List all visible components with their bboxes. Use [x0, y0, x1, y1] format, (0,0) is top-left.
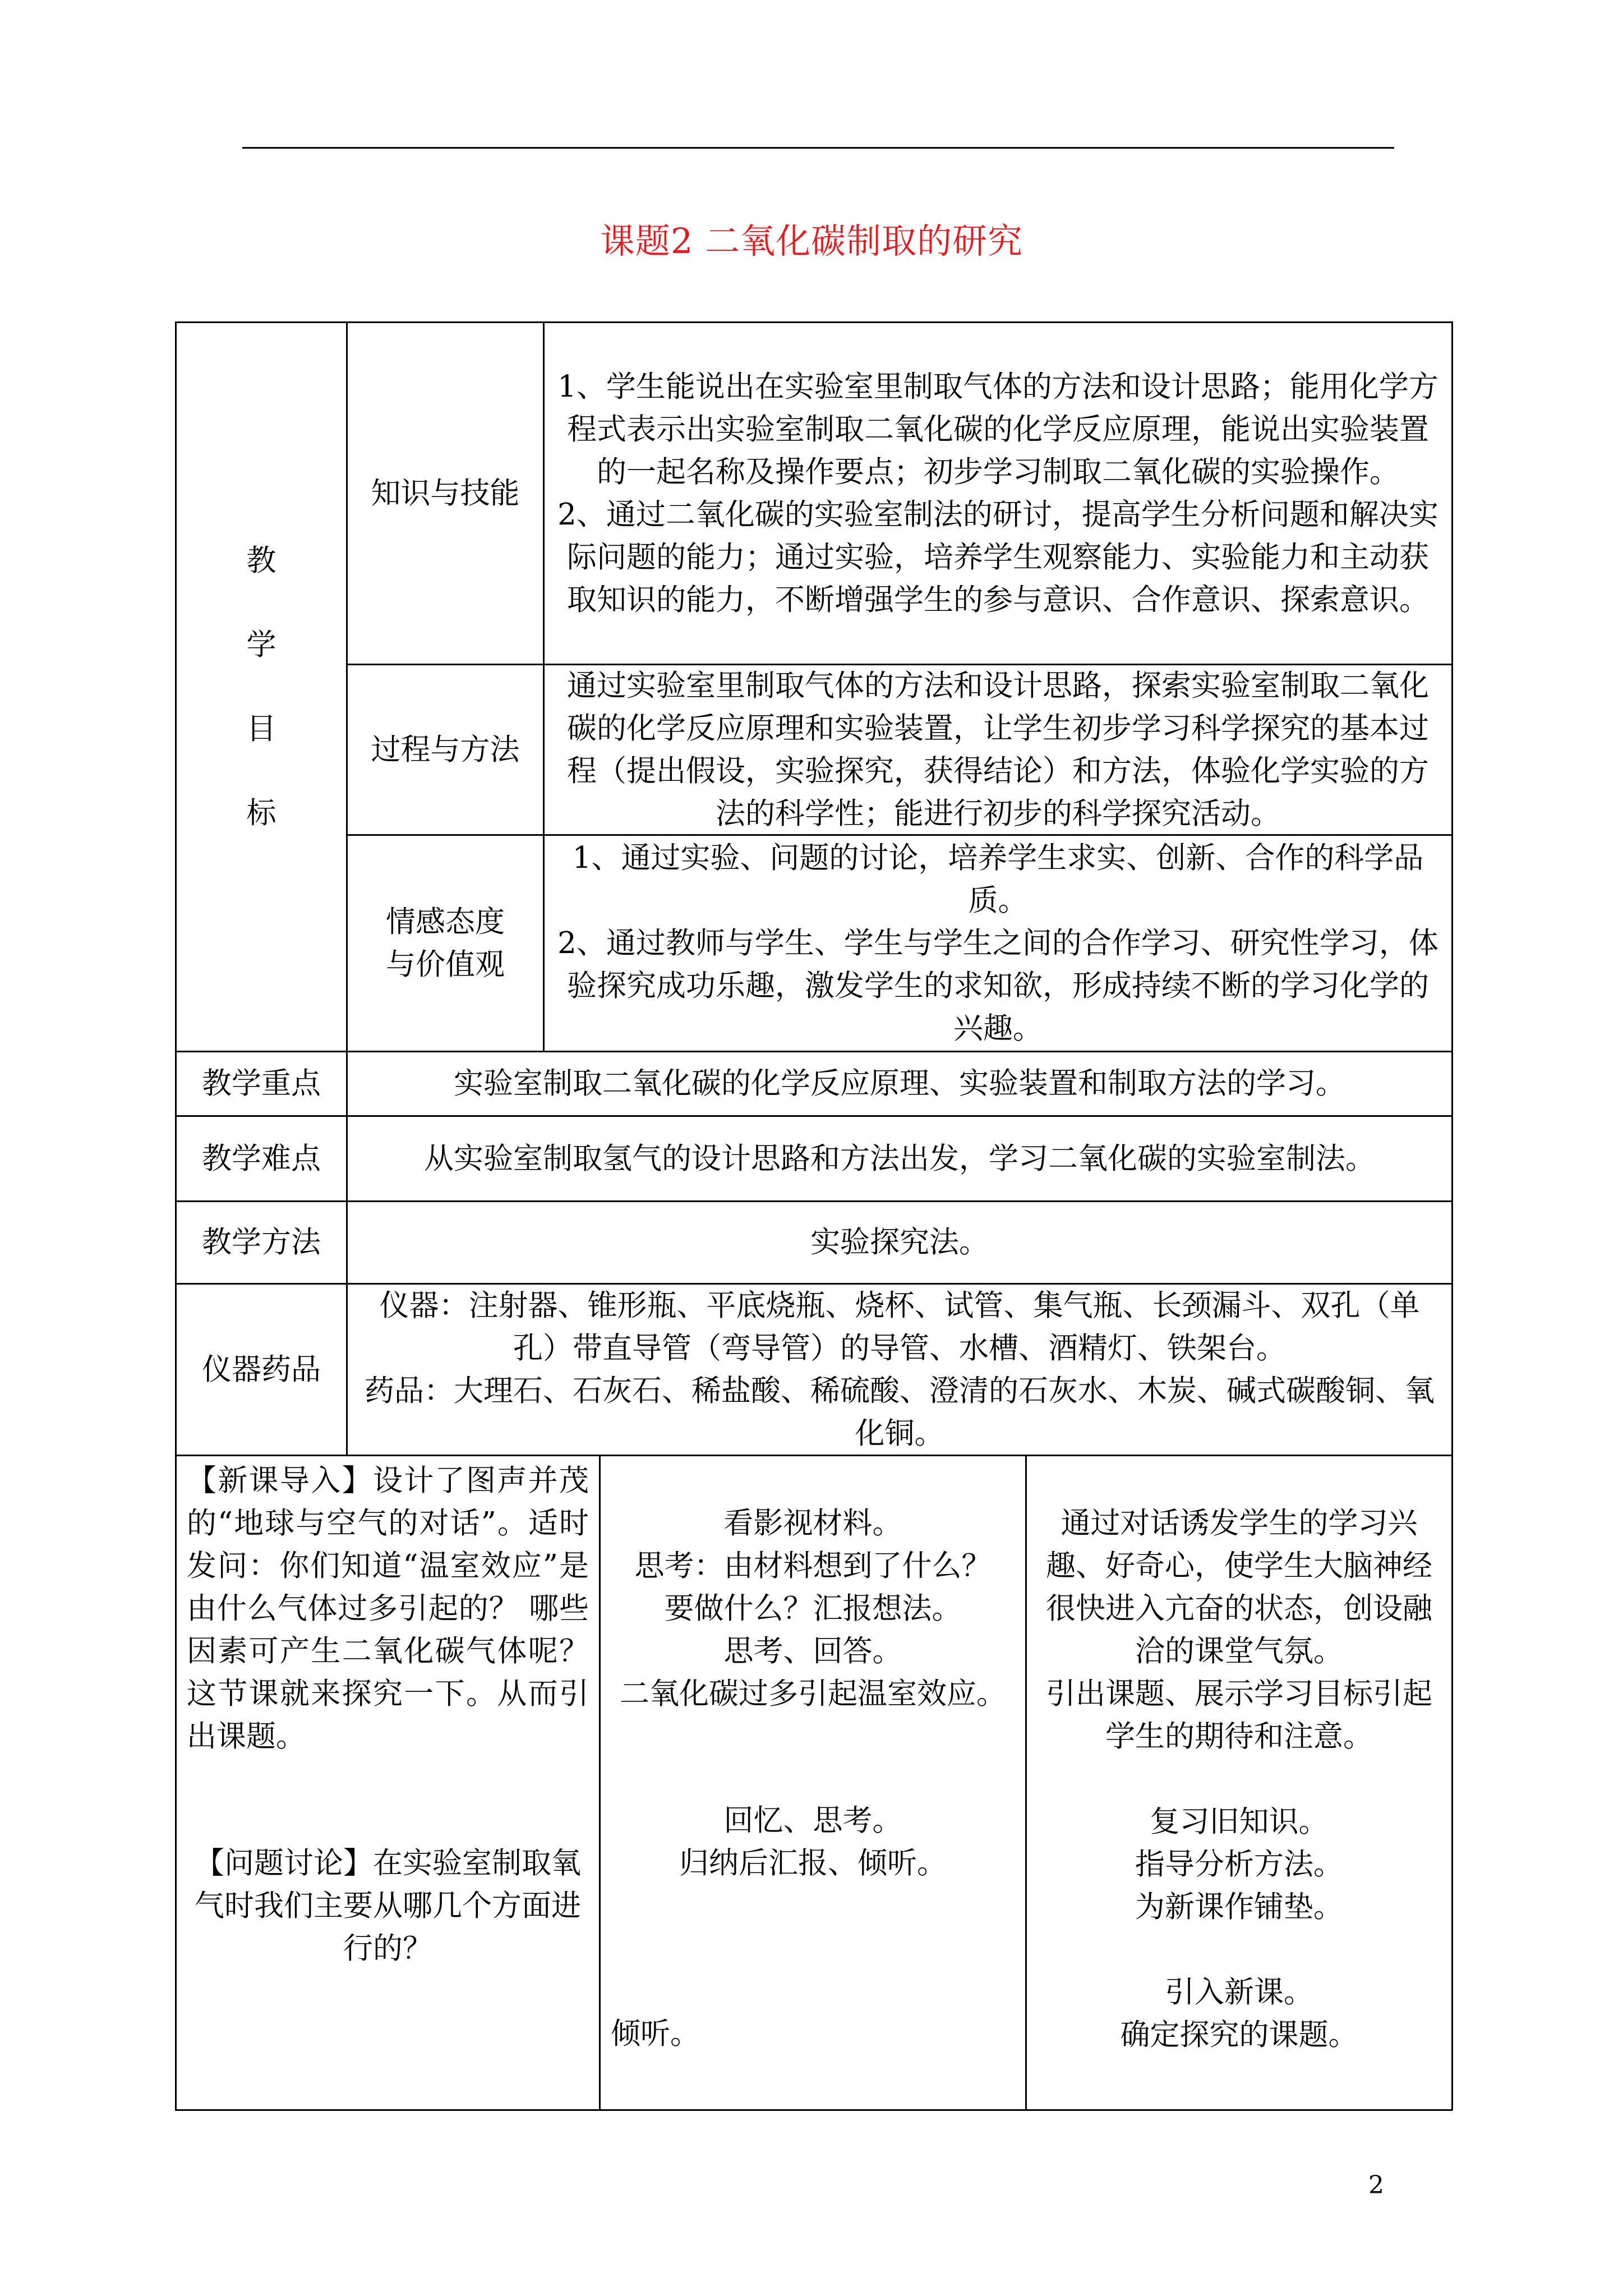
- student-line: 归纳后汇报、倾听。: [679, 1846, 947, 1880]
- goals-label: [177, 323, 346, 1051]
- student-line: 二氧化碳过多引起温室效应。: [620, 1677, 1006, 1711]
- key-point-label: 教学重点: [202, 1066, 321, 1101]
- intent-line: 确定探究的课题。: [1120, 2018, 1358, 2052]
- emotion-label: [348, 836, 543, 1051]
- emotion-label-1: 情感态度: [386, 904, 505, 939]
- page-number: 2: [1368, 2171, 1384, 2200]
- intent-1: 通过对话诱发学生的学习兴趣、好奇心，使学生大脑神经很快进入亢奋的状态，创设融洽的课堂气氛。: [1046, 1506, 1432, 1668]
- process-text: 通过实验室里制取气体的方法和设计思路，探索实验室制取二氧化碳的化学反应原理和实验装置，让学生初步学习科学探究的基本过程（提出假设，实验探究，获得结论）和方法，体验化学实验的方法的科学性；能进行初步的科学探究活动。: [567, 668, 1429, 831]
- process-label: 过程与方法: [371, 732, 520, 767]
- student-line: 回忆、思考。: [723, 1803, 902, 1838]
- knowledge-label: 知识与技能: [371, 476, 520, 510]
- materials-reagents: 药品：大理石、石灰石、稀盐酸、稀硫酸、澄清的石灰水、木炭、碱式碳酸铜、氧化铜。: [365, 1373, 1435, 1451]
- teacher-activity: [177, 1456, 599, 2109]
- student-line: 倾听。: [611, 2017, 700, 2051]
- knowledge-text-2: 2、通过二氧化碳的实验室制法的研讨，提高学生分析问题和解决实际问题的能力；通过实验，培养学生观察能力、实验能力和主动获取知识的能力，不断增强学生的参与意识、合作意识、探索意识。: [557, 497, 1438, 617]
- intent-2: 引出课题、展示学习目标引起学生的期待和注意。: [1046, 1677, 1432, 1754]
- key-point-text: 实验室制取二氧化碳的化学反应原理、实验装置和制取方法的学习。: [454, 1066, 1345, 1101]
- materials-label: 仪器药品: [202, 1352, 321, 1387]
- student-line: 思考、回答。: [723, 1634, 902, 1668]
- intent-line: 指导分析方法。: [1135, 1847, 1343, 1881]
- page-title: 课题2 二氧化碳制取的研究: [600, 220, 1023, 261]
- knowledge-text: [545, 323, 1451, 664]
- difficulty-label: 教学难点: [202, 1141, 321, 1176]
- intent-line: 引入新课。: [1165, 1975, 1313, 2009]
- method-label: 教学方法: [202, 1225, 321, 1259]
- intent-line: 复习旧知识。: [1150, 1805, 1329, 1839]
- knowledge-text-1: 1、学生能说出在实验室里制取气体的方法和设计思路；能用化学方程式表示出实验室制取二氧化碳的化学反应原理，能说出实验装置的一起名称及操作要点；初步学习制取二氧化碳的实验操作。: [557, 369, 1438, 489]
- method-text: 实验探究法。: [810, 1225, 989, 1259]
- teacher-activity-2: 【问题讨论】在实验室制取氧气时我们主要从哪几个方面进行的？: [195, 1846, 581, 1966]
- emotion-text: [545, 836, 1451, 1051]
- emotion-label-2: 与价值观: [386, 947, 505, 982]
- student-line: 看影视材料。: [723, 1506, 902, 1540]
- materials-text: [348, 1285, 1451, 1455]
- goals-label-char: 学: [246, 627, 276, 662]
- design-intent: [1027, 1456, 1451, 2109]
- teacher-activity-1: 【新课导入】设计了图声并茂的“地球与空气的对话”。适时发问：你们知道“温室效应”是由什么气体过多引起的？ 哪些因素可产生二氧化碳气体呢？这节课就来探究一下。从而引出课题。: [187, 1464, 589, 1754]
- student-activity: [601, 1456, 1025, 2109]
- materials-instruments: 仪器：注射器、锥形瓶、平底烧瓶、烧杯、试管、集气瓶、长颈漏斗、双孔（单孔）带直导管（弯导管）的导管、水槽、酒精灯、铁架台。: [379, 1288, 1420, 1365]
- emotion-text-1: 1、通过实验、问题的讨论，培养学生求实、创新、合作的科学品质。: [572, 840, 1424, 918]
- goals-label-char: 目: [246, 711, 276, 746]
- header-rule: [242, 147, 1394, 149]
- difficulty-text: 从实验室制取氢气的设计思路和方法出发，学习二氧化碳的实验室制法。: [424, 1141, 1375, 1176]
- intent-line: 为新课作铺垫。: [1135, 1890, 1343, 1924]
- emotion-text-2: 2、通过教师与学生、学生与学生之间的合作学习、研究性学习，体验探究成功乐趣，激发学生的求知欲，形成持续不断的学习化学的兴趣。: [557, 926, 1438, 1046]
- goals-label-char: 教: [246, 543, 276, 578]
- goals-label-char: 标: [246, 795, 276, 830]
- student-line: 思考：由材料想到了什么？: [634, 1549, 992, 1583]
- student-line: 要做什么？汇报想法。: [664, 1591, 962, 1626]
